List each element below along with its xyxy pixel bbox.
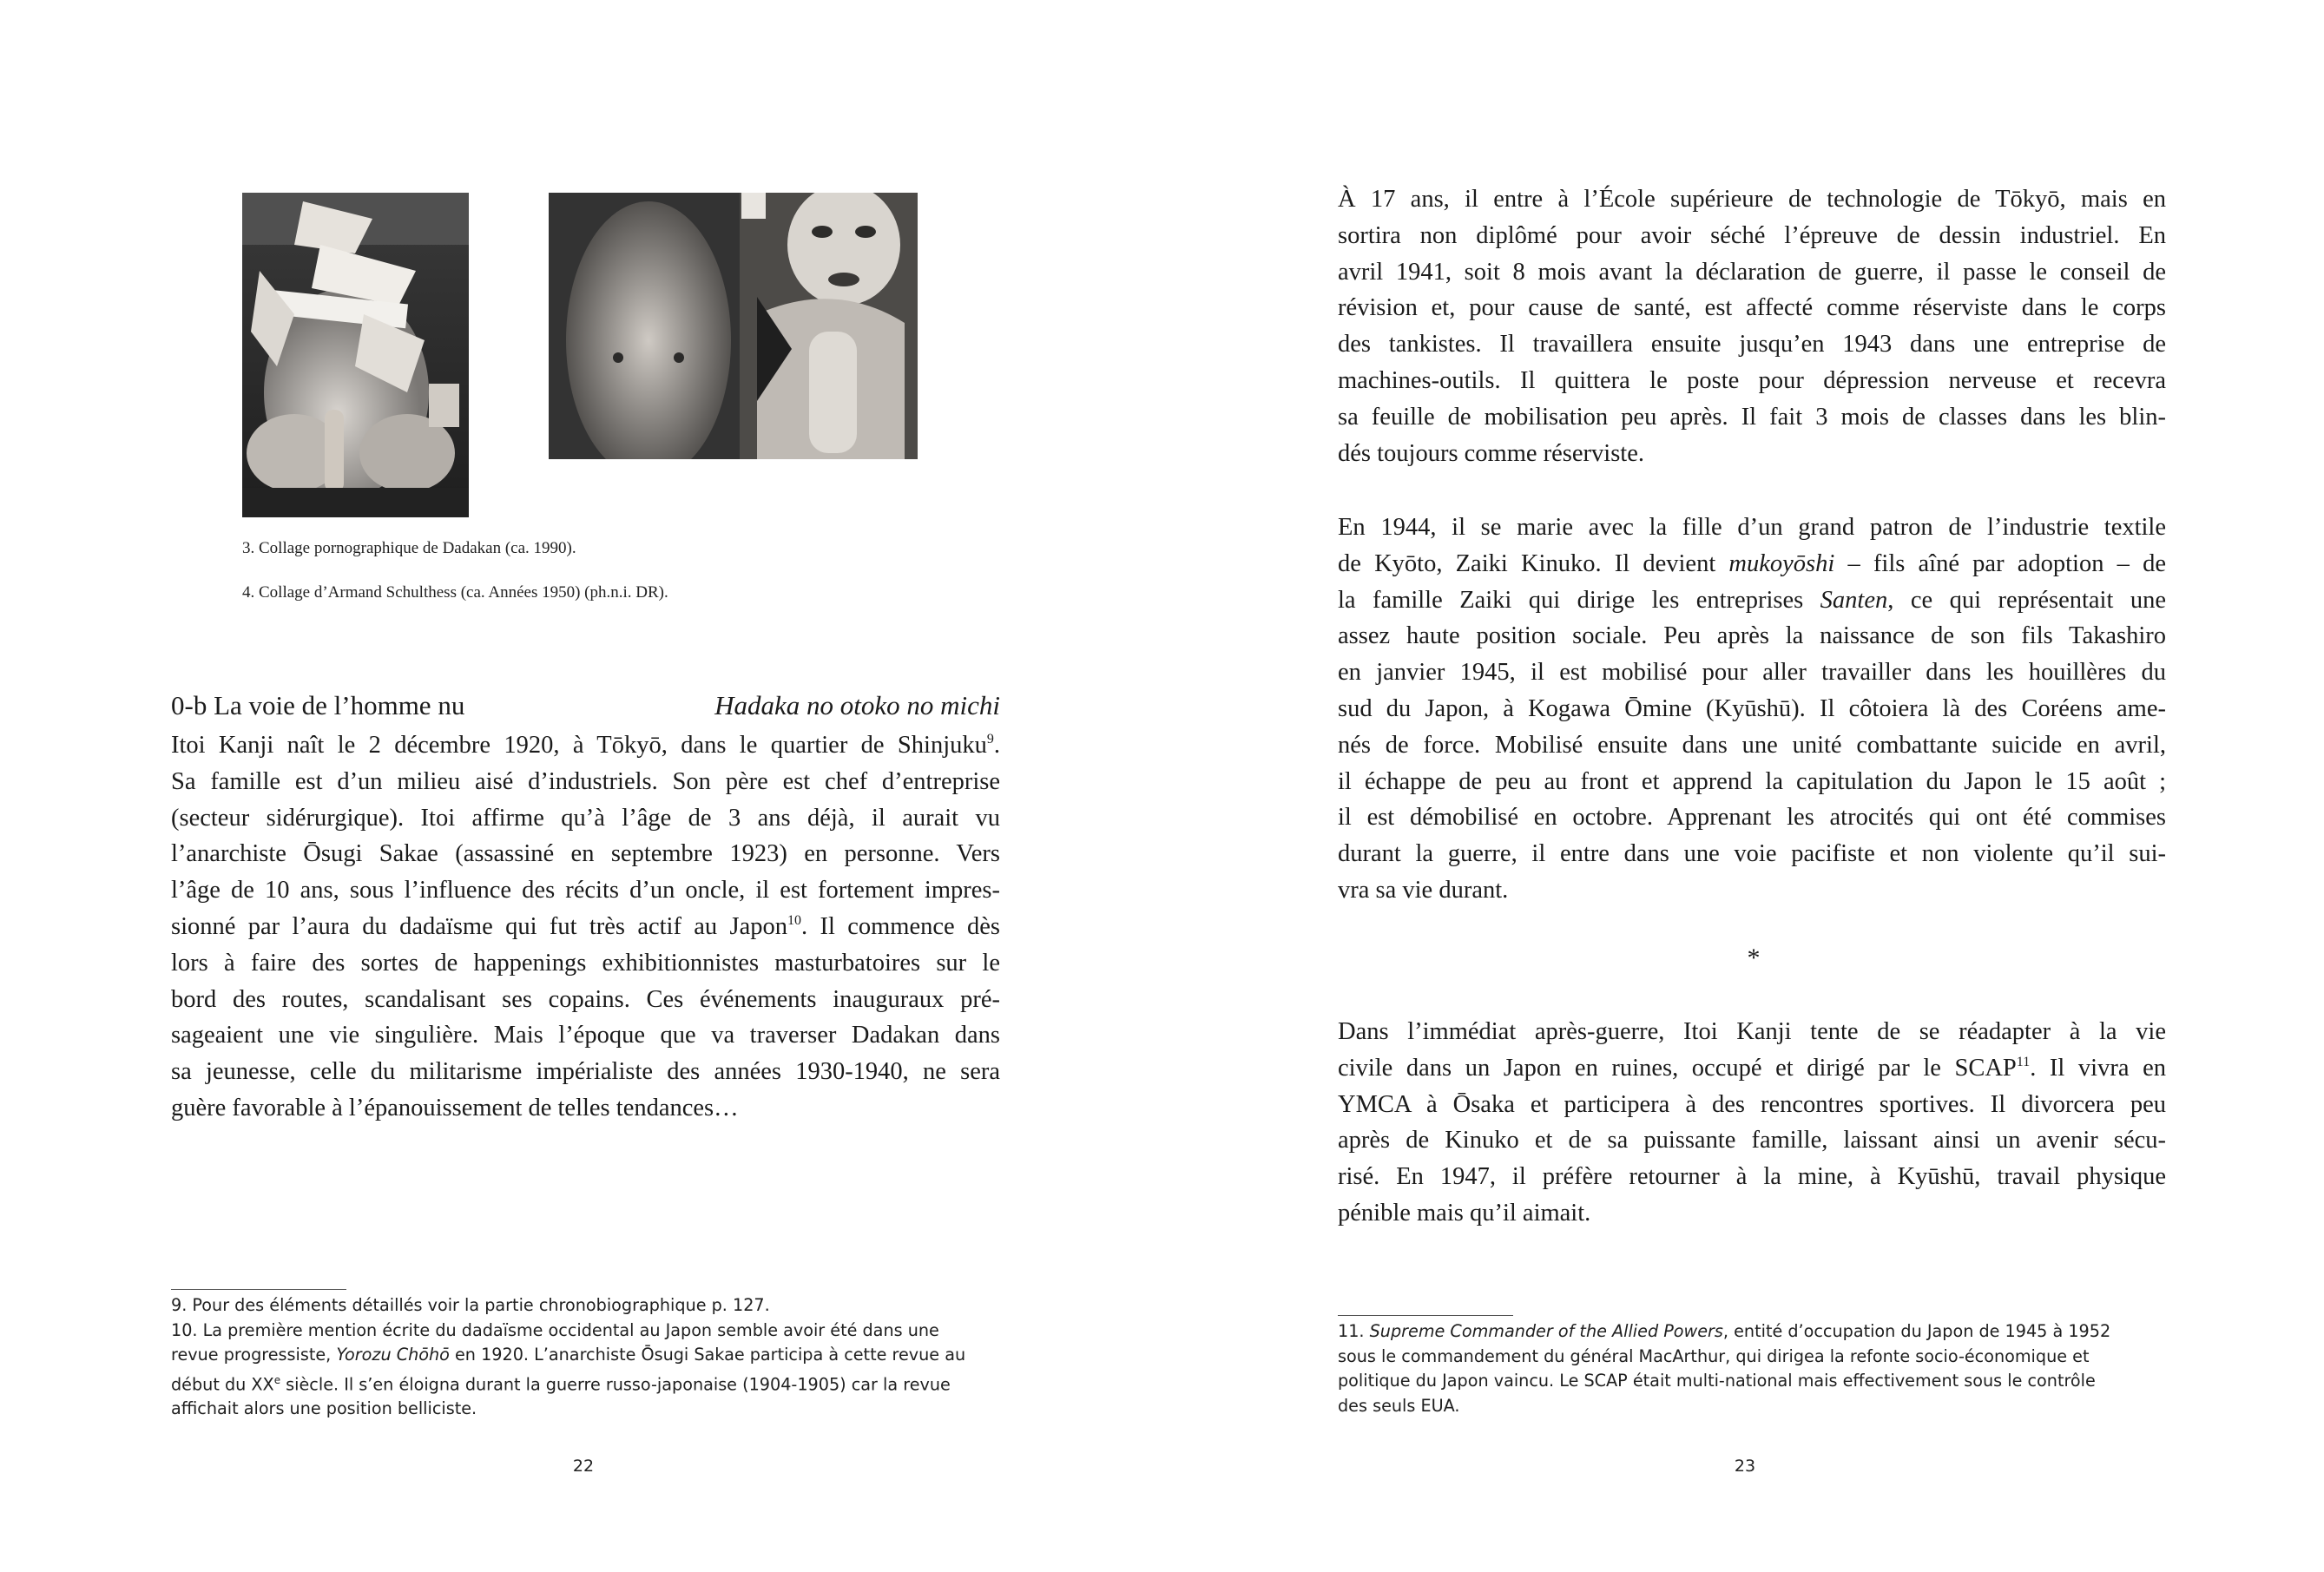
collage-photo-schulthess [549,193,918,459]
caption-figure-4: 4. Collage d’Armand Schulthess (ca. Années 1950) (ph.n.i. DR). [242,583,668,602]
caption-figure-3: 3. Collage pornographique de Dadakan (ca. 1990). [242,539,576,557]
text-line: vra sa vie durant. [1338,876,1509,904]
text-line: de Kyōto, Zaiki Kinuko. Il devient mukoyōshi – fils aîné par adoption – de [1338,549,2166,577]
right-body-paragraph-2 [1338,510,2166,909]
footnote-10-line: 10. La première mention écrite du dadaïsme occidental au Japon semble avoir été dans une [171,1319,939,1340]
footnote-ref-10[interactable]: 10 [787,912,802,928]
text-line: Itoi Kanji naît le 2 décembre 1920, à Tōkyō, dans le quartier de Shinjuku$^9$. [171,732,1000,759]
text-line: révision et, pour cause de santé, est affecté comme réserviste dans le corps [1338,294,2166,322]
text-line: Dans l’immédiat après-guerre, Itoi Kanji tente de se réadapter à la vie [1338,1018,2166,1045]
footnote-divider [171,1289,346,1290]
footnote-10-line: revue progressiste, Yorozu Chōhō en 1920. L’anarchiste Ōsugi Sakae participa à cette revue au [171,1345,966,1365]
footnote-9: 9. Pour des éléments détaillés voir la partie chronobiographique p. 127. [171,1295,770,1315]
text-line: nés de force. Mobilisé ensuite dans une unité combattante suicide en avril, [1338,731,2166,759]
right-page [1162,0,2324,1572]
collage-schulthess-image [549,193,918,459]
collage-dadakan-image [242,193,469,517]
text-line: YMCA à Ōsaka et participera à des rencontres sportives. Il divorcera peu [1338,1090,2166,1118]
text-line: machines-outils. Il quittera le poste pour dépression nerveuse et recevra [1338,366,2166,394]
text-line: pénible mais qu’il aimait. [1338,1199,1591,1227]
footnote-ref-11[interactable]: 11 [2016,1054,2031,1069]
footnote-11-line: politique du Japon vaincu. Le SCAP était multi-national mais effectivement sous le contrôle [1338,1371,2096,1391]
right-body-paragraph-3 [1338,1014,2166,1232]
text-line: sageaient une vie singulière. Mais l’époque que va traverser Dadakan dans [171,1022,1000,1049]
text-line: risé. En 1947, il préfère retourner à la mine, à Kyūshū, travail physique [1338,1163,2166,1191]
text-line: dés toujours comme réserviste. [1338,439,1644,467]
text-line: des tankistes. Il travaillera ensuite jusqu’en 1943 dans une entreprise de [1338,331,2166,358]
text-line: civile dans un Japon en ruines, occupé et dirigé par le SCAP$^{11}$. Il vivra en [1338,1054,2166,1082]
text-line: sionné par l’aura du dadaïsme qui fut très actif au Japon$^{10}$. Il commence dès [171,912,1000,940]
text-line: Sa famille est d’un milieu aisé d’industriels. Son père est chef d’entreprise [171,767,1000,795]
footnote-10-line: début du XXe siècle. Il s’en éloigna durant la guerre russo-japonaise (1904-1905) car la revue [171,1373,951,1394]
text-line: En 1944, il se marie avec la fille d’un grand patron de l’industrie textile [1338,514,2166,541]
section-separator: * [1747,944,1761,972]
right-footnotes [1338,1319,2110,1418]
collage-photo-dadakan [242,193,469,517]
left-footnotes [171,1293,965,1422]
text-line: sortira non diplômé pour avoir séché l’épreuve de dessin industriel. En [1338,221,2166,249]
right-body-paragraph-1 [1338,181,2166,471]
term-santen: Santen [1820,586,1888,614]
text-line: avril 1941, soit 8 mois avant la déclaration de guerre, il passe le conseil de [1338,258,2166,286]
text-line: (secteur sidérurgique). Itoi affirme qu’à l’âge de 3 ans déjà, il aurait vu [171,804,1000,832]
footnote-divider [1338,1315,1513,1316]
footnote-ref-9[interactable]: 9 [986,732,994,747]
section-japanese-title: Hadaka no otoko no michi [714,690,1000,720]
text-line: lors à faire des sortes de happenings exhibitionnistes masturbatoires sur le [171,949,1000,977]
text-line: l’âge de 10 ans, sous l’influence des récits d’un oncle, il est fortement impres- [171,877,1000,904]
text-line: l’anarchiste Ōsugi Sakae (assassiné en septembre 1923) en personne. Vers [171,840,1000,868]
text-line: assez haute position sociale. Peu après la naissance de son fils Takashiro [1338,622,2166,650]
text-line: sa jeunesse, celle du militarisme impérialiste des années 1930-1940, ne sera [171,1058,1000,1086]
text-line: en janvier 1945, il est mobilisé pour aller travailler dans les houillères du [1338,659,2166,687]
footnote-11-line: sous le commandement du général MacArthur, qui dirigea la refonte socio-économique et [1338,1345,2090,1366]
footnote-11-line: 11. Supreme Commander of the Allied Powers, entité d’occupation du Japon de 1945 à 1952 [1338,1321,2111,1341]
text-line: sa feuille de mobilisation peu après. Il fait 3 mois de classes dans les blin- [1338,403,2166,431]
footnote-11-line: des seuls EUA. [1338,1395,1460,1416]
text-line: il est démobilisé en octobre. Apprenant les atrocités qui ont été commises [1338,804,2166,832]
text-line: sud du Japon, à Kogawa Ōmine (Kyūshū). Il côtoiera là des Coréens ame- [1338,694,2166,722]
text-line: durant la guerre, il entre dans une voie pacifiste et non violente qu’il sui- [1338,840,2166,868]
text-line: bord des routes, scandalisant ses copains. Ces événements inauguraux pré- [171,985,1000,1013]
text-line: À 17 ans, il entre à l’École supérieure de technologie de Tōkyō, mais en [1338,186,2166,213]
section-title: 0-b La voie de l’homme nu [171,690,465,720]
text-line: après de Kinuko et de sa puissante famille, laissant ainsi un avenir sécu- [1338,1127,2166,1154]
footnote-10-line: affichait alors une position belliciste. [171,1398,477,1419]
term-mukoyoshi: mukoyōshi [1728,549,1835,577]
page-number-left: 22 [572,1457,595,1476]
section-heading [171,690,1000,721]
text-line: il échappe de peu au front et apprend la capitulation du Japon le 15 août ; [1338,767,2166,795]
left-body-paragraph [171,727,1000,1127]
text-line: la famille Zaiki qui dirige les entreprises Santen, ce qui représentait une [1338,586,2166,614]
text-line: guère favorable à l’épanouissement de telles tendances… [171,1094,739,1121]
page-number-right: 23 [1734,1457,1756,1476]
